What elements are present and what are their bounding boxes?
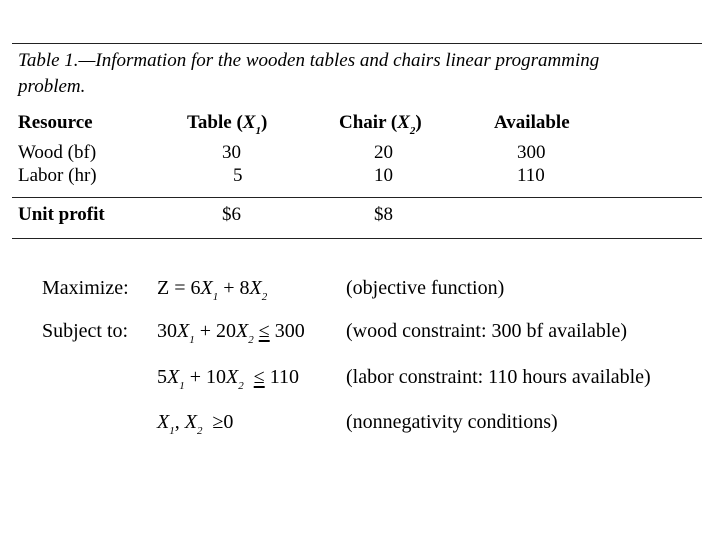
- header-available: Available: [494, 112, 570, 133]
- maximize-label: Maximize:: [42, 277, 129, 299]
- profit-table-value: $6: [222, 204, 241, 225]
- table-caption-line2: problem.: [18, 76, 86, 97]
- row-resource: Wood (bf): [18, 142, 97, 163]
- table-top-rule: [12, 43, 702, 44]
- labor-constraint-description: (labor constraint: 110 hours available): [346, 366, 651, 388]
- header-table: Table $(X_1)$: [187, 112, 268, 137]
- table-caption-line1: Table 1.—Information for the wooden tables and chairs linear programming: [18, 50, 600, 71]
- row-table-value: 5: [233, 165, 243, 186]
- header-resource: Resource: [18, 112, 93, 133]
- table-bottom-rule: [12, 238, 702, 239]
- labor-constraint-expression: $5X_1 + 10X_2 \le 110$: [157, 366, 299, 392]
- row-chair-value: 10: [374, 165, 393, 186]
- nonnegativity-description: (nonnegativity conditions): [346, 411, 558, 433]
- row-table-value: 30: [222, 142, 241, 163]
- header-chair: Chair $(X_2)$: [339, 112, 422, 137]
- subject-to-label: Subject to:: [42, 320, 129, 342]
- table-mid-rule: [12, 197, 702, 198]
- row-resource: Labor (hr): [18, 165, 97, 186]
- objective-expression: $Z = 6X_1 + 8X_2$: [157, 277, 268, 303]
- row-available-value: 300: [517, 142, 546, 163]
- profit-chair-value: $8: [374, 204, 393, 225]
- objective-description: (objective function): [346, 277, 505, 299]
- wood-constraint-description: (wood constraint: 300 bf available): [346, 320, 628, 342]
- wood-constraint-expression: $30X_1 + 20X_2 \le 300$: [157, 320, 305, 346]
- profit-label: Unit profit: [18, 204, 105, 225]
- row-chair-value: 20: [374, 142, 393, 163]
- nonnegativity-expression: $X_1$, $X_2 \ge 0$: [157, 411, 234, 437]
- row-available-value: 110: [517, 165, 545, 186]
